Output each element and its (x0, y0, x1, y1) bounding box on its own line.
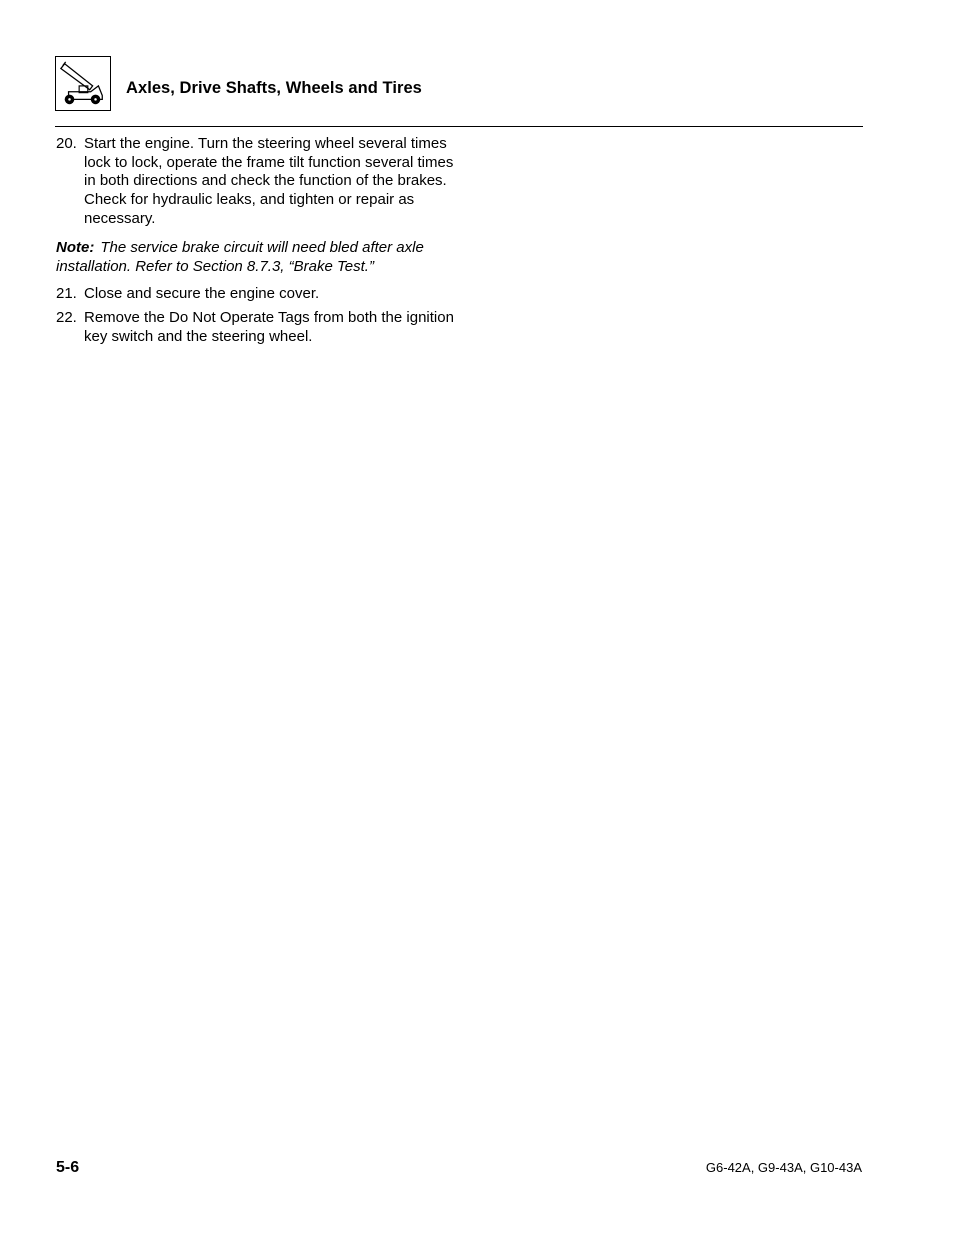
model-numbers: G6-42A, G9-43A, G10-43A (705, 1160, 862, 1175)
telehandler-forklift-icon (55, 56, 111, 111)
procedure-content (56, 135, 456, 347)
note-text: The service brake circuit will need bled after axle installation. Refer to Section 8.7.3, “Brake Test.” (56, 238, 424, 275)
header-divider (55, 126, 863, 127)
step-text: Start the engine. Turn the steering wheel several times lock to lock, operate the frame tilt function several times in both directions and check the function of the brakes. Check for hydraulic leaks, and tighten or repair as necessary. (84, 135, 454, 227)
step-number: 21. (56, 284, 77, 302)
step-22 (56, 309, 456, 346)
note-label: Note: (56, 238, 95, 256)
step-20 (56, 135, 456, 229)
note-block (56, 238, 456, 276)
step-21 (56, 285, 456, 304)
page-number: 5-6 (56, 1159, 80, 1176)
step-text: Close and secure the engine cover. (84, 284, 320, 302)
step-number: 22. (56, 309, 77, 327)
step-text: Remove the Do Not Operate Tags from both the ignition key switch and the steering wheel. (84, 309, 454, 345)
step-number: 20. (56, 135, 77, 152)
section-title: Axles, Drive Shafts, Wheels and Tires (126, 79, 422, 97)
